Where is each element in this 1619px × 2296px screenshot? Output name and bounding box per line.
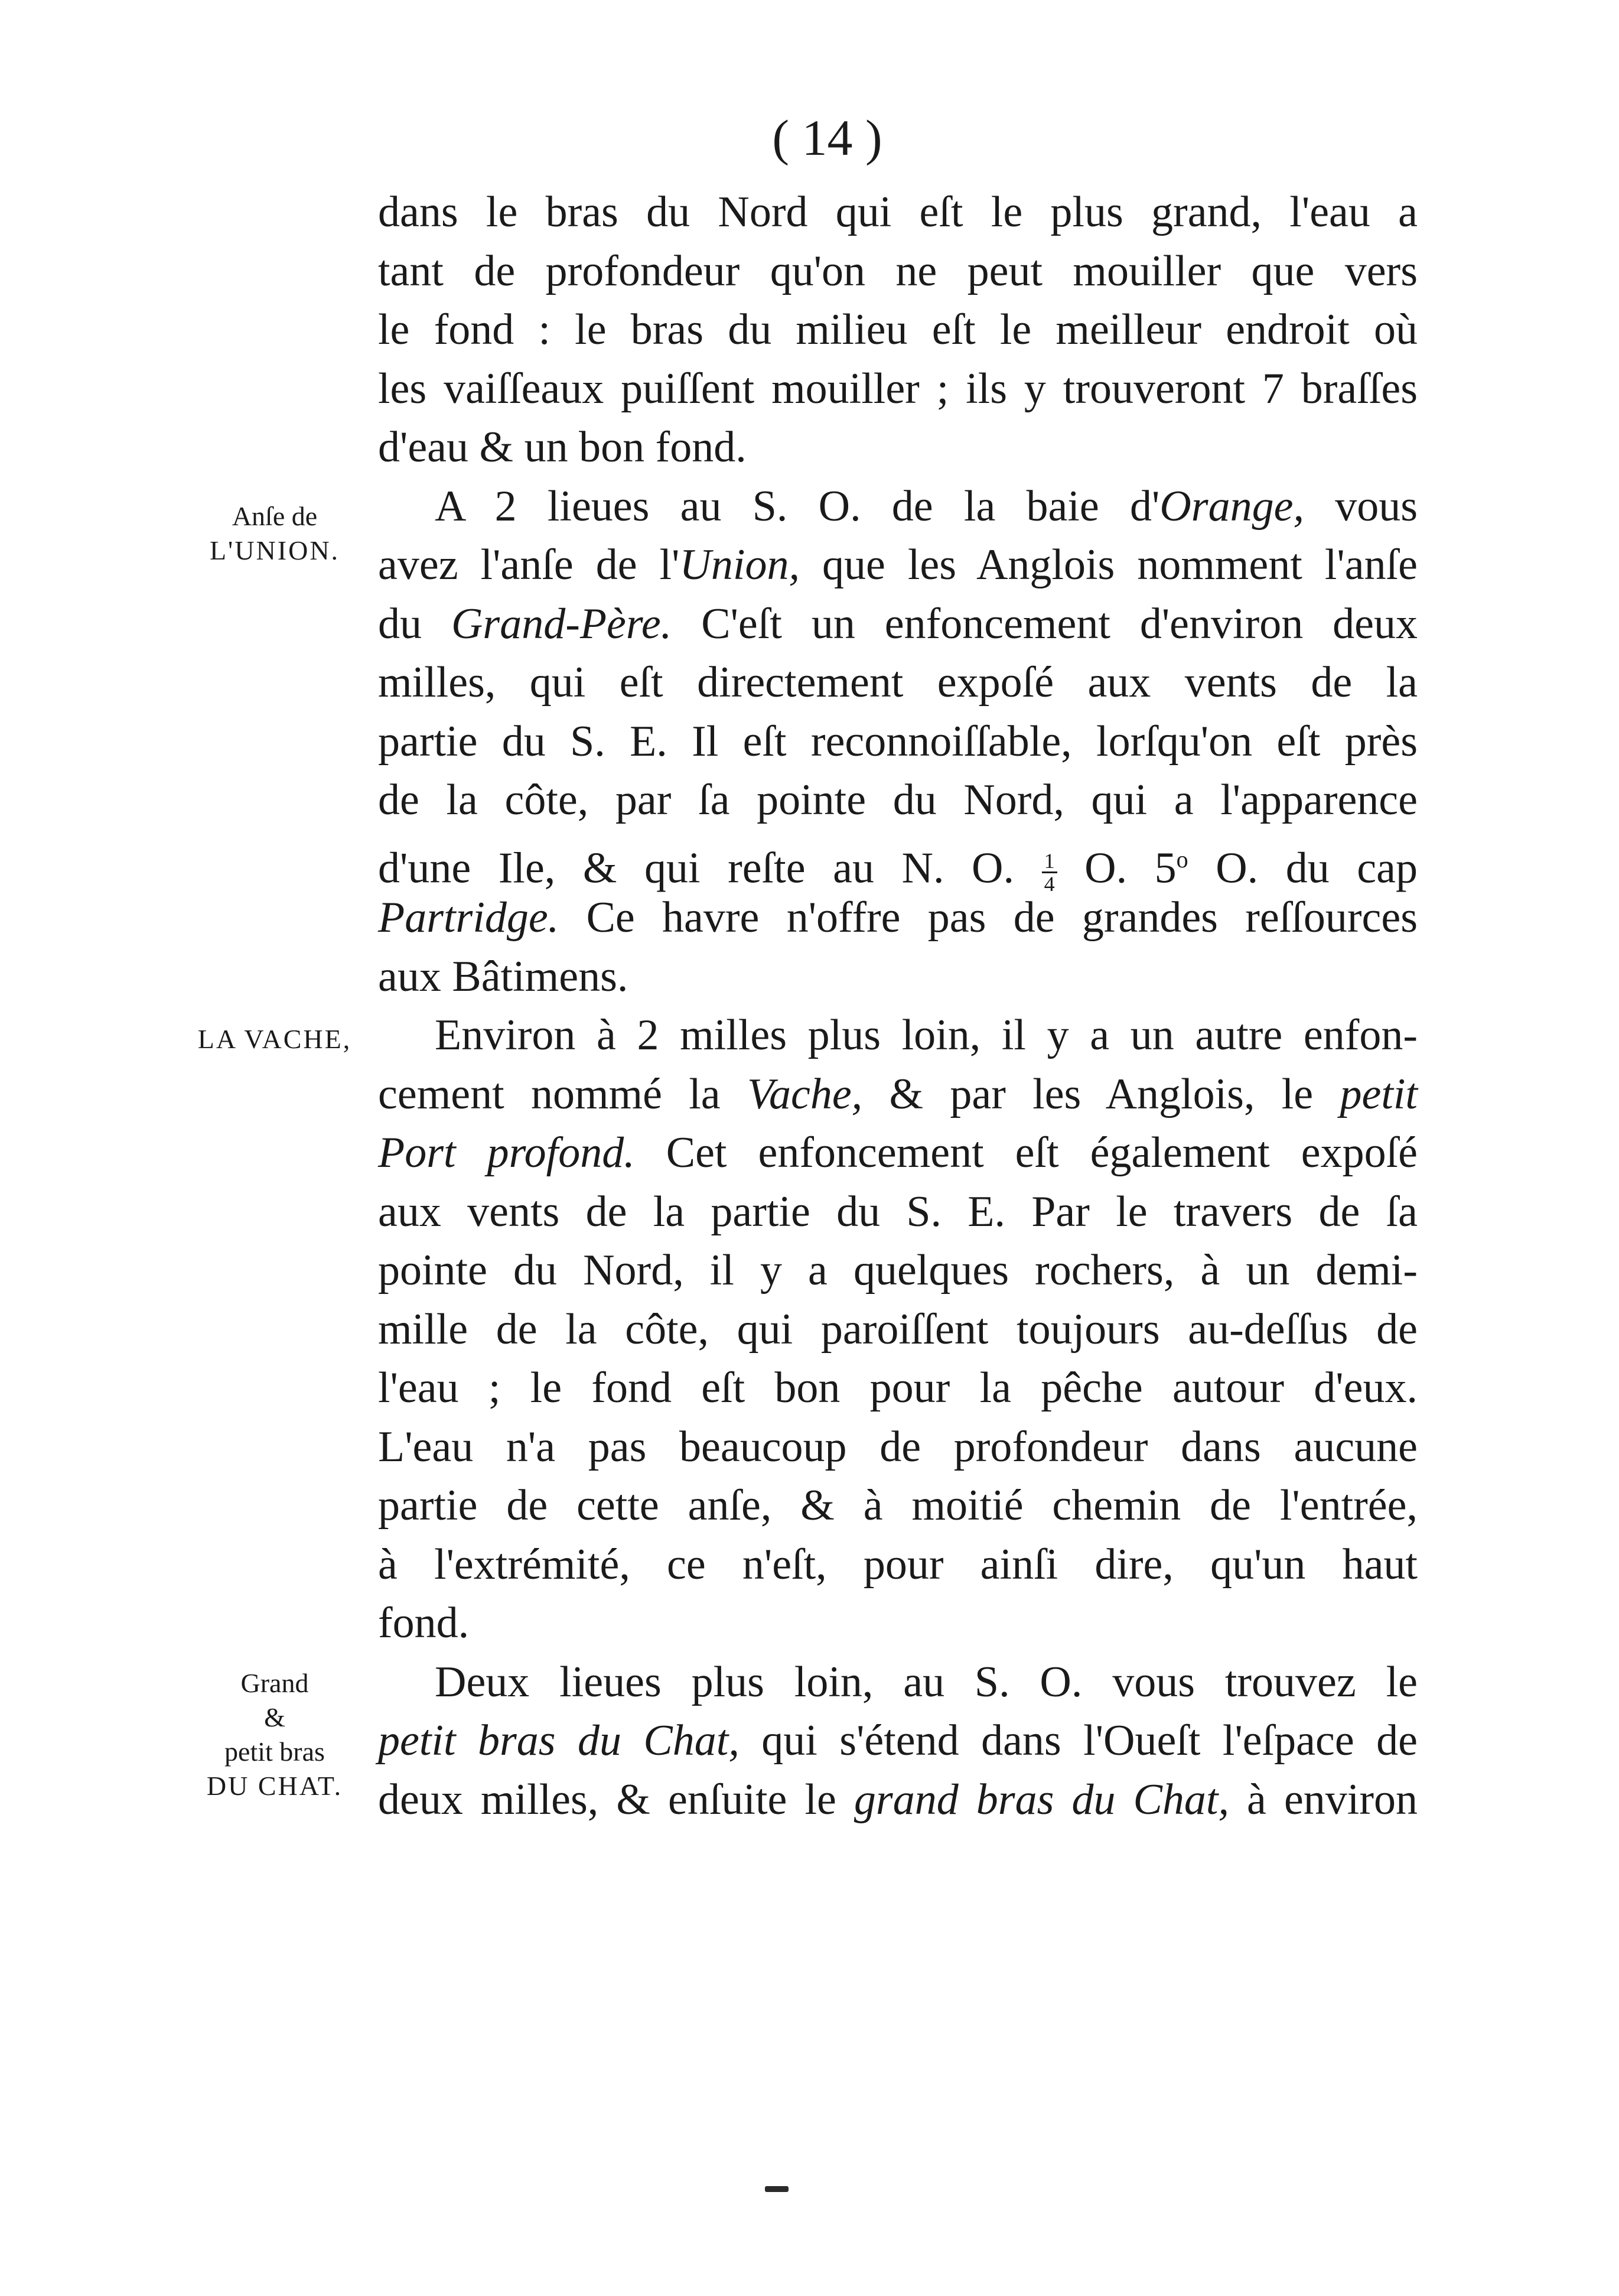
- text-line: d'eau & un bon fond.: [378, 423, 747, 471]
- margin-note-line: Anſe de: [232, 501, 318, 531]
- text-line: dans le bras du Nord qui eſt le plus grand, l'eau a: [378, 188, 1418, 236]
- text-line: petit bras du Chat, qui s'étend dans l'Oueſt l'eſpace de: [378, 1716, 1418, 1765]
- text-line: de la côte, par ſa pointe du Nord, qui a l'apparence: [378, 776, 1418, 824]
- text-line: du Grand-Père. C'eſt un enfoncement d'environ deux: [378, 599, 1418, 648]
- margin-note-line: &: [264, 1702, 285, 1732]
- text-line: Port profond. Cet enfoncement eſt également expoſé: [378, 1129, 1418, 1177]
- text-line: les vaiſſeaux puiſſent mouiller ; ils y trouveront 7 braſſes: [378, 364, 1418, 413]
- text-line: l'eau ; le fond eſt bon pour la pêche autour d'eux.: [378, 1364, 1418, 1412]
- text-line: Partridge. Ce havre n'offre pas de grandes reſſources: [378, 893, 1418, 942]
- text-line: cement nommé la Vache, & par les Anglois, le petit: [378, 1069, 1418, 1118]
- text-line: partie de cette anſe, & à moitié chemin de l'entrée,: [378, 1481, 1418, 1530]
- margin-note-line: petit bras: [224, 1736, 325, 1767]
- text-line: avez l'anſe de l'Union, que les Anglois nomment l'anſe: [378, 541, 1418, 589]
- fraction-one-quarter: $\frac{1}{4}$: [1042, 850, 1057, 895]
- body-text: [378, 183, 1418, 1829]
- text-line: Environ à 2 milles plus loin, il y a un autre enfon-: [435, 1011, 1418, 1059]
- text-line: aux Bâtimens.: [378, 952, 628, 1001]
- margin-note-line: DU CHAT.: [206, 1771, 343, 1801]
- margin-note-anse-union: [177, 499, 372, 568]
- margin-note-line: Grand: [240, 1668, 309, 1698]
- text-line: L'eau n'a pas beaucoup de profondeur dans aucune: [378, 1422, 1418, 1471]
- text-line: partie du S. E. Il eſt reconnoiſſable, lorſqu'on eſt près: [378, 717, 1418, 766]
- degree-sign: o: [1176, 845, 1188, 873]
- text-line: milles, qui eſt directement expoſé aux vents de la: [378, 658, 1418, 707]
- text-line: Deux lieues plus loin, au S. O. vous trouvez le: [435, 1657, 1418, 1706]
- text-line: d'une Ile, & qui reſte au N. O. $\frac{1}{4}$ O. 5$^o$ O. du cap: [378, 844, 1418, 896]
- margin-note-bras-du-chat: [177, 1666, 372, 1803]
- text-line: aux vents de la partie du S. E. Par le travers de ſa: [378, 1187, 1418, 1236]
- margin-note-la-vache: [177, 1022, 372, 1056]
- text-line: pointe du Nord, il y a quelques rochers, à un demi-: [378, 1246, 1418, 1295]
- text-line: A 2 lieues au S. O. de la baie d'Orange, vous: [435, 482, 1418, 531]
- text-line: tant de profondeur qu'on ne peut mouiller que vers: [378, 246, 1418, 295]
- text-line: fond.: [378, 1599, 470, 1647]
- text-line: deux milles, & enſuite le grand bras du Chat, à environ: [378, 1775, 1418, 1824]
- text-line: mille de la côte, qui paroiſſent toujours au-deſſus de: [378, 1305, 1418, 1354]
- text-line: à l'extrémité, ce n'eſt, pour ainſi dire, qu'un haut: [378, 1540, 1418, 1589]
- text-line: le fond : le bras du milieu eſt le meilleur endroit où: [378, 305, 1418, 354]
- page-number: ( 14 ): [772, 109, 882, 166]
- margin-note-line: LA VACHE,: [197, 1024, 352, 1054]
- printer-mark: [765, 2186, 789, 2192]
- margin-note-line: L'UNION.: [209, 535, 340, 565]
